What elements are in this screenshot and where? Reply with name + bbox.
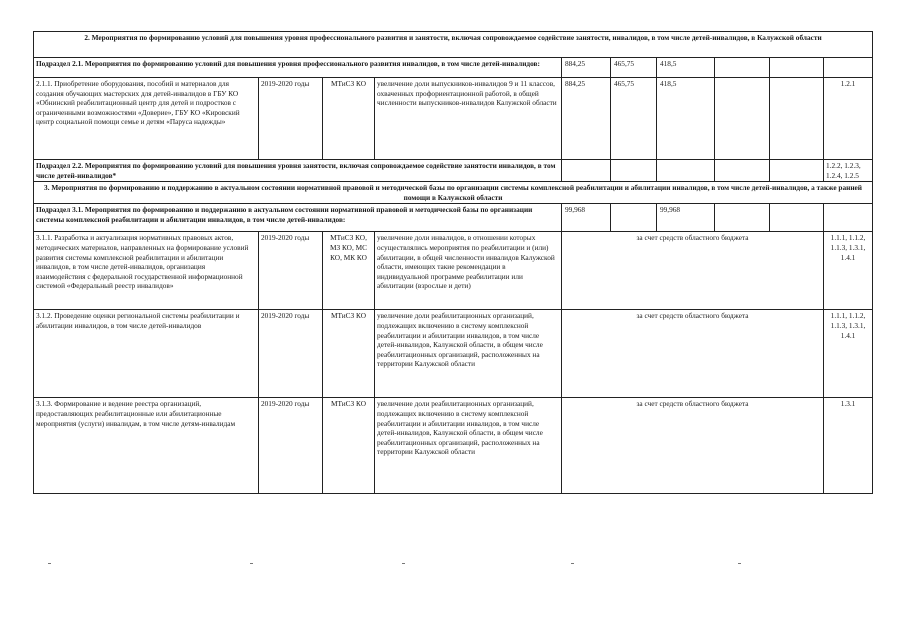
activity-3-1-2-row [34,310,873,398]
subsection-2-1-year-2019: 465,75 [611,58,657,78]
subsection-2-2-title: Подраздел 2.2. Мероприятия по формированию условий для повышения уровня занятости, включая сопровождаемое содействие занятости инвалидов, в том числе детей-инвалидов* [34,160,562,182]
activity-result: увеличение доли реабилитационных организаций, подлежащих включению в систему комплексной реабилитации и абилитации инвалидов, в том числе детей-инвалидов, Калужской области, в общем числе реабилитационных организаций, расположенных на территории Калужской области [375,310,562,398]
scan-mark [402,563,405,564]
activity-result: увеличение доли инвалидов, в отношении которых осуществлялись мероприятия по реабилитации и (или) абилитации, в общей численности инвалидов Калужской области, имеющих такие рекомендации в индивидуальной программе реабилитации или абилитации (взрослые и дети) [375,232,562,310]
activity-executor: МТиСЗ КО, МЗ КО, МС КО, МК КО [323,232,375,310]
section-3-row [34,182,873,204]
activity-total: 884,25 [562,78,611,160]
scan-marks [0,563,905,573]
subsection-2-2-indicator-link: 1.2.2, 1.2.3, 1.2.4, 1.2.5 [824,160,873,182]
subsection-2-1-title: Подраздел 2.1. Мероприятия по формированию условий для повышения уровня профессионального развития инвалидов, в том числе детей-инвалидов: [34,58,562,78]
activity-indicator-link: 1.2.1 [824,78,873,160]
activity-indicator-link: 1.1.1, 1.1.2, 1.1.3, 1.3.1, 1.4.1 [824,232,873,310]
subsection-3-1-row [34,204,873,232]
activity-year-2020: 418,5 [657,78,715,160]
subsection-3-1-year-2020: 99,968 [657,204,715,232]
subsection-2-1-total: 884,25 [562,58,611,78]
activity-year-2019: 465,75 [611,78,657,160]
activity-executor: МТиСЗ КО [323,78,375,160]
activity-result: увеличение доли реабилитационных организаций, подлежащих включению в систему комплексной реабилитации и абилитации инвалидов, в том числе детей-инвалидов, Калужской области, в общем числе реабилитационных организаций, расположенных на территории Калужской области [375,398,562,494]
activity-2-1-1-row [34,78,873,160]
section-2-title: 2. Мероприятия по формированию условий для повышения уровня профессионального развития и занятости, включая сопровождаемое содействие занятости, инвалидов, в том числе детей-инвалидов, в Калужской области [34,32,873,58]
activity-indicator-link: 1.3.1 [824,398,873,494]
activity-name: 3.1.2. Проведение оценки региональной системы реабилитации и абилитации инвалидов, в том числе детей-инвалидов [34,310,259,398]
activity-years: 2019-2020 годы [259,232,323,310]
activity-result: увеличение доли выпускников-инвалидов 9 и 11 классов, охваченных профориентационной работой, в общей численности выпускников-инвалидов Калужской области [375,78,562,160]
activity-funding-source: за счет средств областного бюджета [562,310,824,398]
activity-years: 2019-2020 годы [259,78,323,160]
scan-mark [48,563,51,564]
section-3-title: 3. Мероприятия по формированию и поддержанию в актуальном состоянии нормативной правовой и методической базы по организации системы комплексной реабилитации и абилитации инвалидов, в том числе детей-инвалидов, а также ранней помощи в Калужской области [34,182,873,204]
activity-name: 3.1.3. Формирование и ведение реестра организаций, предоставляющих реабилитационные или абилитационные мероприятия (услуги) инвалидам, в том числе детям-инвалидам [34,398,259,494]
activity-funding-source: за счет средств областного бюджета [562,398,824,494]
subsection-3-1-total: 99,968 [562,204,611,232]
subsection-2-1-year-2020: 418,5 [657,58,715,78]
subsection-3-1-title: Подраздел 3.1. Мероприятия по формированию и поддержанию в актуальном состоянии нормативной правовой и методической базы по организации системы комплексной реабилитации и абилитации инвалидов, в том числе детей-инвалидов: [34,204,562,232]
section-2-row [34,32,873,58]
subsection-2-1-row [34,58,873,78]
subsection-2-2-row [34,160,873,182]
scan-mark [738,563,741,564]
activity-years: 2019-2020 годы [259,398,323,494]
activity-name: 2.1.1. Приобретение оборудования, пособий и материалов для создания обучающих мастерских для детей-инвалидов в ГБУ КО «Обнинский реабилитационный центр для детей и подростков с ограниченными возможностями «Доверие», ГБУ КО «Кировский центр социальной помощи семье и детям «Паруса надежды» [34,78,259,160]
activity-indicator-link: 1.1.1, 1.1.2, 1.1.3, 1.3.1, 1.4.1 [824,310,873,398]
scan-mark [571,563,574,564]
activity-3-1-3-row [34,398,873,494]
activity-executor: МТиСЗ КО [323,310,375,398]
activity-3-1-1-row [34,232,873,310]
activity-name: 3.1.1. Разработка и актуализация нормативных правовых актов, методических материалов, направленных на формирование условий развития системы комплексной реабилитации и абилитации инвалидов, в том числе детей-инвалидов, организация взаимодействия с федеральной государственной информационной системой «Федеральный реестр инвалидов» [34,232,259,310]
activity-funding-source: за счет средств областного бюджета [562,232,824,310]
scan-mark [250,563,253,564]
activity-executor: МТиСЗ КО [323,398,375,494]
activity-years: 2019-2020 годы [259,310,323,398]
program-activities-table [33,31,873,494]
